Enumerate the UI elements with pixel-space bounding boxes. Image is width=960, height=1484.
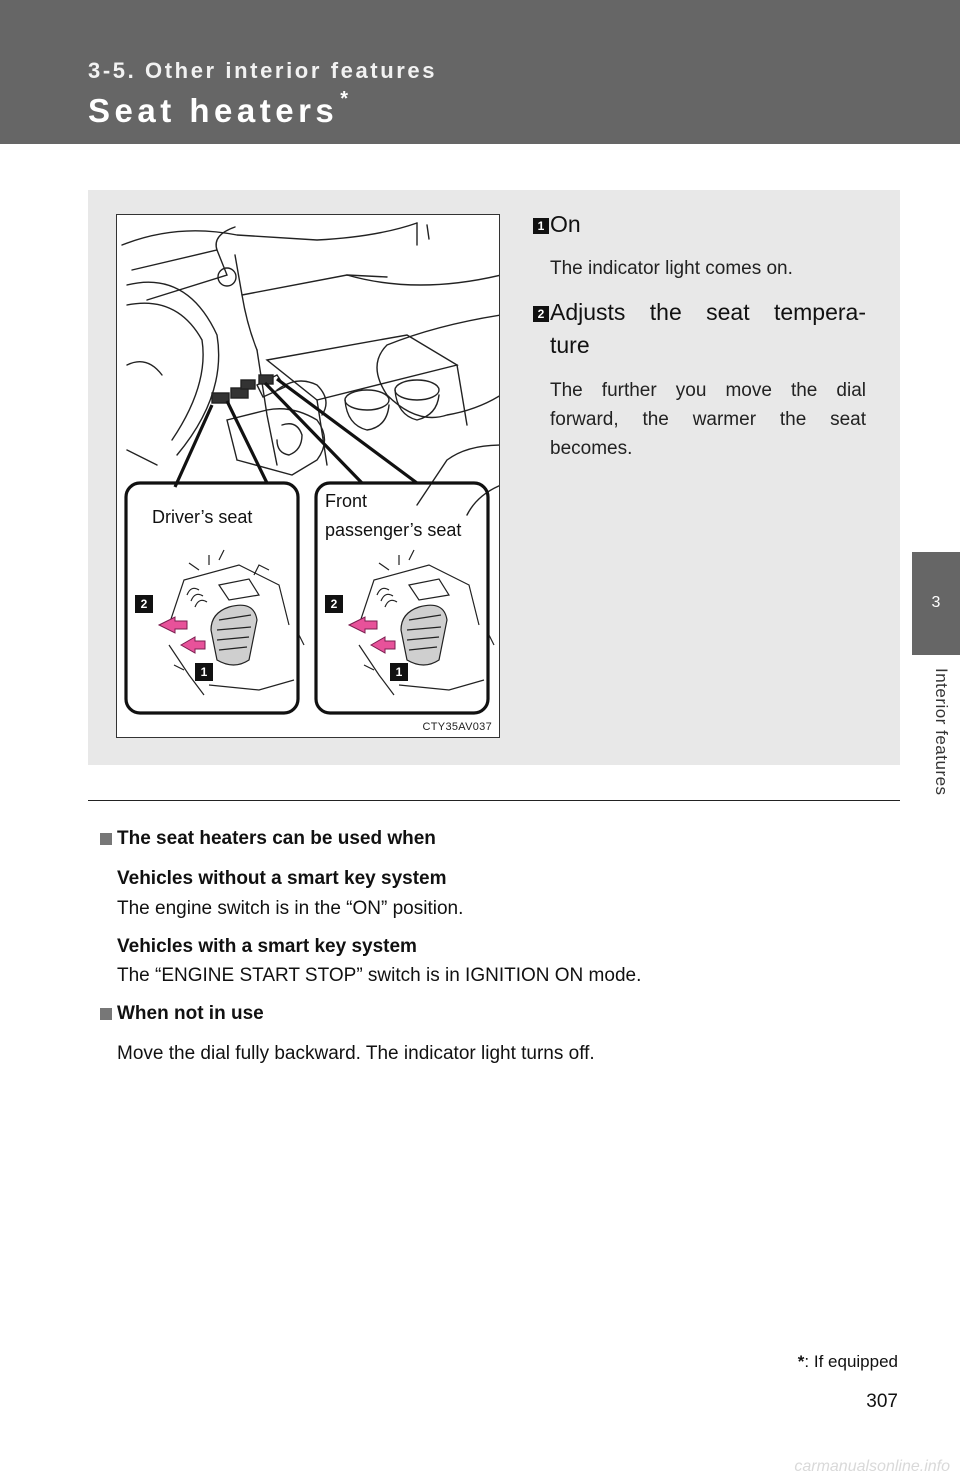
legend-description-adjust-line1: The further you move the dial — [550, 380, 866, 401]
console-drawing — [117, 215, 500, 738]
if-equipped-marker: * — [340, 88, 353, 110]
page-header — [0, 0, 960, 144]
page-title-text: Seat heaters — [88, 92, 339, 129]
note-subheading-without-key: Vehicles without a smart key system — [117, 868, 447, 889]
square-bullet-icon — [100, 1008, 112, 1020]
legend-description-on: The indicator light comes on. — [550, 258, 793, 279]
asterisk-icon: * — [797, 1352, 805, 1371]
note-heading-not-in-use — [100, 1003, 264, 1025]
figure-code: CTY35AV037 — [422, 721, 492, 733]
note-heading-usable — [100, 828, 436, 850]
legend-title-adjust-line2: ture — [550, 332, 590, 358]
seat-heater-illustration — [116, 214, 500, 738]
legend-description-adjust-line3: becomes. — [550, 438, 633, 459]
callout-badge-1-right: 1 — [390, 663, 408, 681]
note-subheading-with-key: Vehicles with a smart key system — [117, 936, 417, 957]
footnote-text: : If equipped — [804, 1352, 898, 1371]
chapter-number: 3 — [931, 594, 941, 611]
page-title — [88, 88, 353, 130]
callout-badge-2-left: 2 — [135, 595, 153, 613]
chapter-tab[interactable] — [912, 552, 960, 655]
front-passenger-label-line1: Front — [325, 491, 368, 511]
footnote — [798, 1352, 898, 1372]
legend-title-on: On — [550, 211, 581, 237]
note-heading-usable-text: The seat heaters can be used when — [117, 828, 436, 849]
legend-badge-2: 2 — [533, 306, 549, 322]
square-bullet-icon — [100, 833, 112, 845]
note-text-not-in-use: Move the dial fully backward. The indicator light turns off. — [117, 1043, 595, 1064]
drivers-seat-label: Driver’s seat — [152, 507, 253, 527]
page-number: 307 — [866, 1391, 898, 1412]
legend-title-adjust-line1: Adjusts the seat tempera- — [550, 299, 866, 325]
note-text-without-key: The engine switch is in the “ON” position. — [117, 898, 464, 919]
section-label: 3-5. Other interior features — [88, 58, 438, 83]
chapter-label: Interior features — [932, 668, 951, 796]
front-passenger-label-line2: passenger’s seat — [325, 520, 462, 540]
section-divider — [88, 800, 900, 801]
watermark[interactable]: carmanualsonline.info — [794, 1458, 950, 1475]
callout-badge-1-left: 1 — [195, 663, 213, 681]
legend-badge-1: 1 — [533, 218, 549, 234]
note-heading-not-in-use-text: When not in use — [117, 1003, 264, 1024]
note-text-with-key: The “ENGINE START STOP” switch is in IGNITION ON mode. — [117, 965, 642, 986]
callout-badge-2-right: 2 — [325, 595, 343, 613]
legend-description-adjust-line2: forward, the warmer the seat — [550, 409, 866, 430]
